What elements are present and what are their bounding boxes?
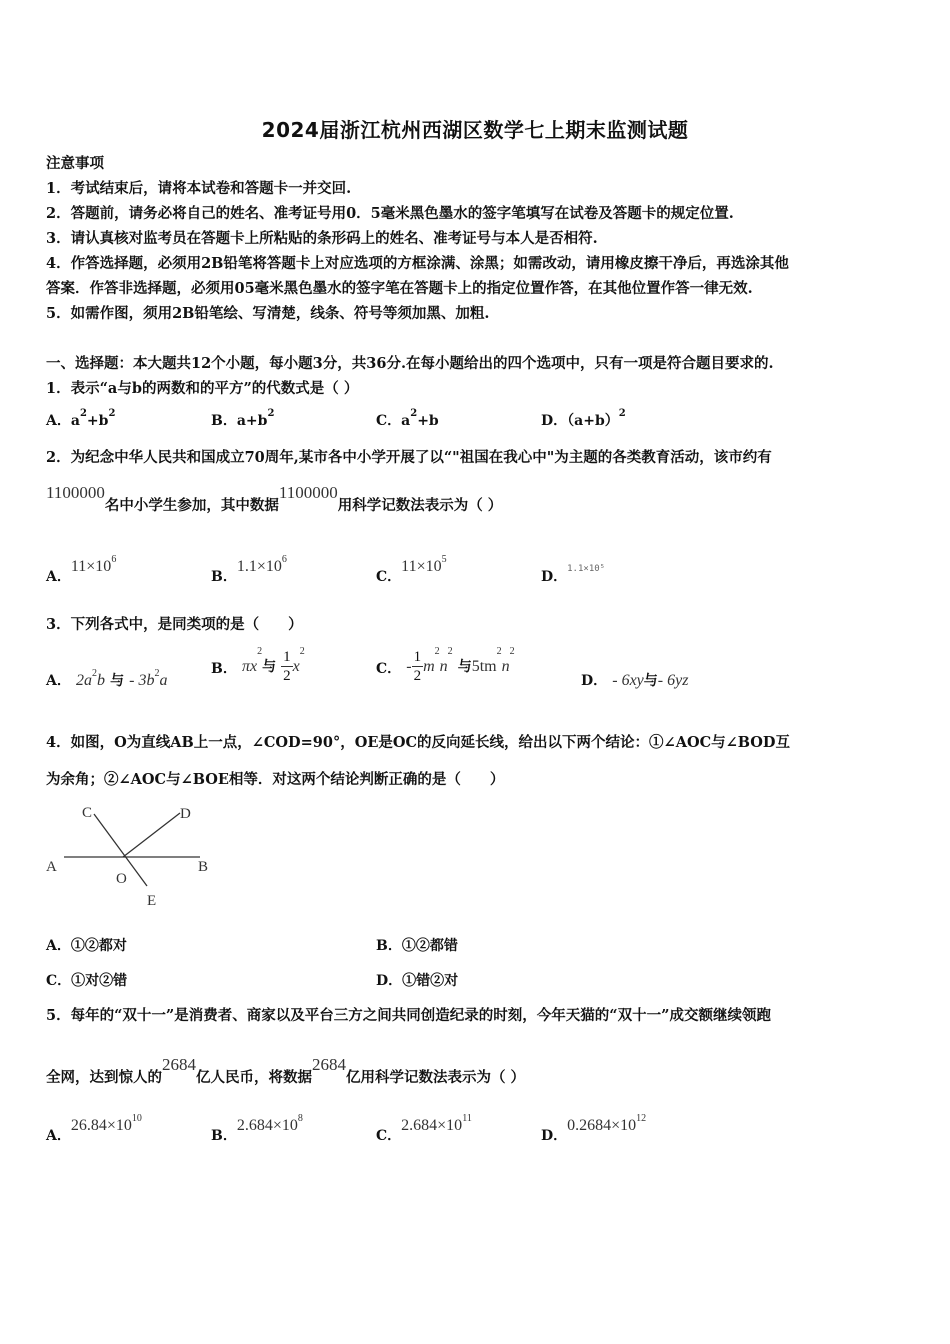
q5-stem-line-2: 全网，达到惊人的2684亿人民币，将数据2684亿用科学记数法表示为（ ） xyxy=(46,1055,526,1086)
q3-option-b: B． $\pi x^2$与 $\frac{1}{2}$ $x^2$ xyxy=(211,646,305,684)
question-4-stem-2: 为余角；②∠AOC与∠BOE相等．对这两个结论判断正确的是（ ） xyxy=(46,771,505,788)
label-d: D xyxy=(180,806,191,822)
q4-option-a: A．①②都对 xyxy=(46,938,127,954)
notice-item: 3．请认真核对监考员在答题卡上所粘贴的条形码上的姓名、准考证号与本人是否相符. xyxy=(46,230,598,247)
notice-item: 答案．作答非选择题，必须用05毫米黑色墨水的签字笔在答题卡上的指定位置作答，在其他位置作答一律无效. xyxy=(46,280,753,297)
q5-number: 2684 xyxy=(162,1055,196,1074)
fraction: $\frac{1}{2}$ xyxy=(283,649,291,684)
q2-number: 1100000 xyxy=(278,483,338,502)
label-o: O xyxy=(116,871,127,887)
q3-option-d: D． - 6xy与- 6yz xyxy=(581,672,689,689)
section-heading: 一、选择题：本大题共12个小题，每小题3分，共36分.在每小题给出的四个选项中，只有一项是符合题目要求的. xyxy=(46,355,774,372)
notice-item: 1．考试结束后，请将本试卷和答题卡一并交回. xyxy=(46,180,352,197)
q3-option-a: A． $2a^2b$ 与 - $3b^2a$ xyxy=(46,668,168,689)
notice-item: 4．作答选择题，必须用2B铅笔将答题卡上对应选项的方框涂满、涂黑；如需改动，请用橡皮擦干净后，再选涂其他 xyxy=(46,255,789,272)
question-4-stem: 4．如图，O为直线AB上一点，∠COD=90°，OE是OC的反向延长线，给出以下两个结论：①∠AOC与∠BOD互 xyxy=(46,734,790,751)
q3-option-c: C． - $\frac{1}{2}$ $m^2n^2$ 与$5tm^2n^2$ xyxy=(376,646,515,684)
q2-number: 1100000 xyxy=(46,483,105,502)
ray-od xyxy=(123,813,180,857)
q5-option-c: C．$2.684\times 10^{11}$ xyxy=(376,1113,472,1144)
q4-option-c: C．①对②错 xyxy=(46,973,128,989)
q5-option-b: B．$2.684\times 10^8$ xyxy=(211,1113,303,1144)
q1-option-d: D．$(a+b)^2$ xyxy=(541,408,626,429)
q1-option-a: A．$a^2+b^2$ xyxy=(46,408,116,429)
question-3-stem: 3．下列各式中，是同类项的是（ ） xyxy=(46,616,303,633)
question-2-stem: 2．为纪念中华人民共和国成立70周年,某市各中小学开展了以“"祖国在我心中"为主题的各类教育活动，该市约有 xyxy=(46,449,772,466)
q5-number: 2684 xyxy=(312,1055,346,1074)
q1-option-c: C．$a^2+b$ xyxy=(376,408,439,429)
label-c: C xyxy=(82,805,93,821)
q2-option-d: D．1.1×10⁵ xyxy=(541,564,606,585)
label-b: B xyxy=(198,859,209,875)
q4-option-d: D．①错②对 xyxy=(376,973,459,989)
notice-item: 2．答题前，请务必将自己的姓名、准考证号用0．5毫米黑色墨水的签字笔填写在试卷及答题卡的规定位置. xyxy=(46,205,734,222)
q5-option-a: A．$26.84\times 10^{10}$ xyxy=(46,1113,142,1144)
page-title: 2024届浙江杭州西湖区数学七上期末监测试题 xyxy=(261,118,689,142)
q1-option-b: B．$a+b^2$ xyxy=(211,408,275,429)
q5-option-d: D．$0.2684\times 10^{12}$ xyxy=(541,1113,647,1144)
q2-option-b: B．$1.1\times 10^6$ xyxy=(211,554,287,585)
q2-option-c: C．$11\times 10^5$ xyxy=(376,554,447,585)
notice-heading: 注意事项 xyxy=(46,155,104,172)
notice-item: 5．如需作图，须用2B铅笔绘、写清楚，线条、符号等须加黑、加粗. xyxy=(46,305,490,322)
q4-geometry-figure xyxy=(40,798,230,913)
question-5-stem: 5．每年的“双十一”是消费者、商家以及平台三方之间共同创造纪录的时刻，今年天猫的“双十一”成交额继续领跑 xyxy=(46,1007,771,1024)
question-1-stem: 1．表示“a与b的两数和的平方”的代数式是（ ） xyxy=(46,380,359,397)
q2-stem-line-2: 1100000名中小学生参加，其中数据1100000用科学记数法表示为（ ） xyxy=(46,483,503,514)
label-e: E xyxy=(147,893,157,909)
label-a: A xyxy=(46,859,57,875)
q2-option-a: A．$11\times 10^6$ xyxy=(46,554,117,585)
fraction: $\frac{1}{2}$ xyxy=(413,649,422,684)
q4-option-b: B．①②都错 xyxy=(376,938,458,954)
